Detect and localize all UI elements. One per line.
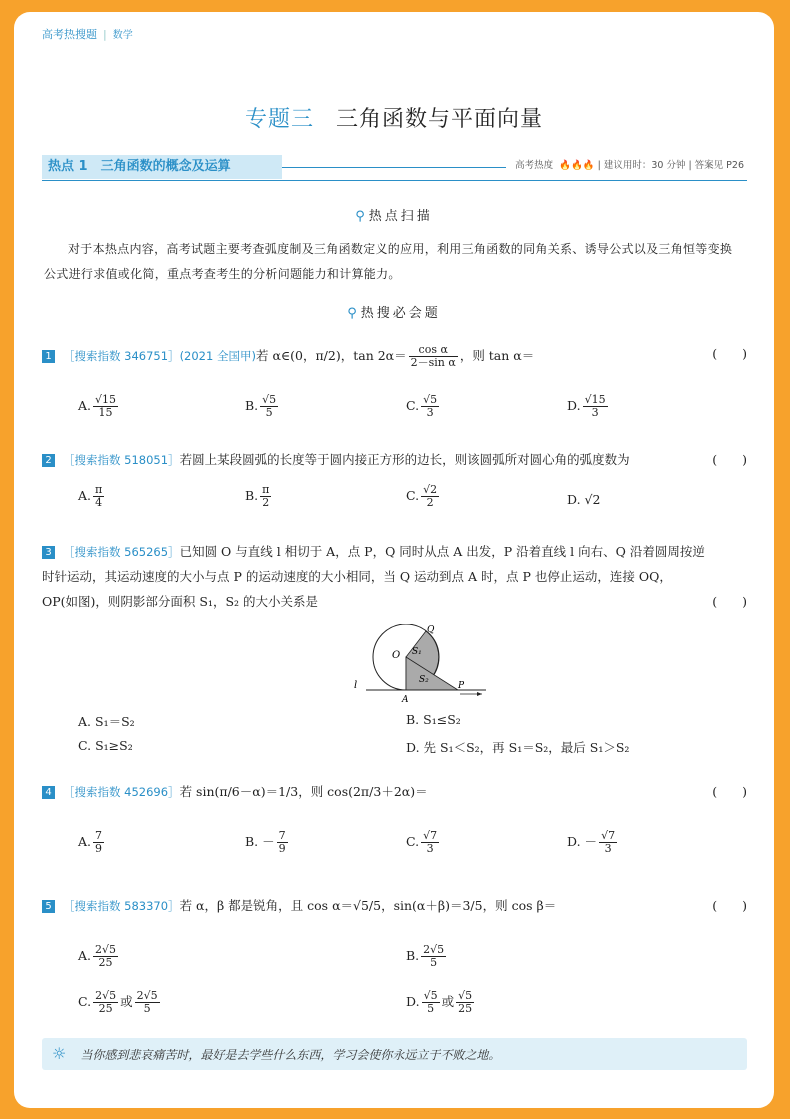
stem: ，tan 2α＝ [340,348,407,363]
question-1 [42,340,747,420]
question-number: 3 [42,546,55,559]
answer-blank: ( ) [712,898,747,913]
stem-interval: (0，π/2) [290,348,341,363]
motto-text: 当你感到悲哀痛苦时，最好是去学些什么东西，学习会使你永远立于不败之地。 [80,1048,501,1062]
answer-blank: ( ) [712,784,747,799]
stem: 若 sin(π/6－α)＝1/3，则 cos(2π/3＋2α)＝ [179,784,428,799]
option-a[interactable]: A. $\frac{\pi}{4}$ [78,483,103,509]
answer-ref: 答案见 P26 [694,160,744,171]
stem: 若 α∈ [255,348,291,363]
search-index: ［搜索指数 518051］ [63,453,180,467]
stem: 已知圆 O 与直线 l 相切于 A，点 P，Q 同时从点 A 出发，P 沿着直线 l 向右、Q 沿着圆周按逆 [179,544,705,559]
option-a[interactable]: A. $\frac{7}{9}$ [78,829,103,855]
option-a[interactable]: A. $\frac{2√5}{25}$ [78,943,117,969]
motto-banner [42,1038,747,1070]
stem: 时针运动，其运动速度的大小与点 P 的运动速度的大小相同，当 Q 运动到点 A 时，点 P 也停止运动，连接 OQ， [42,569,672,584]
question-number: 1 [42,350,55,363]
scan-heading [14,205,774,224]
label-p: P [458,681,465,691]
sun-icon: ☼ [52,1044,67,1063]
option-b[interactable]: B. S₁≤S₂ [406,712,461,727]
search-icon: ⚲ [355,209,365,224]
geometry-figure [352,624,492,704]
stem: ，则 tan α＝ [459,348,535,363]
must-title: 热搜必会题 [360,306,441,321]
question-number: 4 [42,786,55,799]
question-2 [42,448,747,518]
fraction: $\frac{\text{cos α}}{\text{2－sin α}}$ [410,343,456,369]
page-title [14,102,774,133]
question-4 [42,780,747,860]
header [42,26,133,42]
scan-text: 对于本热点内容，高考试题主要考查弧度制及三角函数定义的应用，利用三角函数的同角关系、诱导公式以及三角恒等变换公式进行求值或化简，重点考查考生的分析问题能力和计算能力。 [44,242,733,281]
option-d[interactable]: D. √2 [567,492,601,507]
question-5 [42,894,747,1014]
search-index: ［搜索指数 452696］ [63,785,180,799]
must-heading [14,302,774,321]
option-c[interactable]: C. $\frac{2√5}{25}$ 或 $\frac{2√5}{5}$ [78,989,158,1015]
hotspot-bar [42,155,747,181]
label-o: O [392,650,401,661]
arrow-icon [477,692,482,696]
option-d[interactable]: D. $\frac{√15}{3}$ [567,393,606,419]
question-3 [42,542,747,757]
question-number: 5 [42,900,55,913]
answer-blank: ( ) [712,346,747,361]
option-d[interactable]: D. 先 S₁＜S₂，再 S₁＝S₂，最后 S₁＞S₂ [406,740,630,755]
search-index: ［搜索指数 346751］ [63,349,180,363]
subject: 数学 [112,30,133,41]
answer-blank: ( ) [712,452,747,467]
stem: OP(如图)，则阴影部分面积 S₁，S₂ 的大小关系是 [42,594,319,609]
brand: 高考热搜题 [42,28,97,41]
label-q: Q [427,625,435,635]
label-s2: S₂ [419,675,429,685]
option-b[interactable]: B. $\frac{√5}{5}$ [245,393,277,419]
label-l: l [354,680,358,691]
search-icon: ⚲ [347,306,357,321]
option-b[interactable]: B. － $\frac{7}{9}$ [245,829,286,855]
option-d[interactable]: D. $\frac{√5}{5}$ 或 $\frac{√5}{25}$ [406,989,473,1015]
topic-number: 专题三 [244,107,314,132]
heat-label: 高考热度 [515,160,554,171]
option-c[interactable]: C. S₁≥S₂ [78,738,133,753]
option-c[interactable]: C. $\frac{√2}{2}$ [406,483,438,509]
search-index: ［搜索指数 583370］ [63,899,180,913]
header-separator: | [103,28,107,41]
option-a[interactable]: A. $\frac{√15}{15}$ [78,393,117,419]
source: (2021 全国甲) [179,349,256,363]
topic-name: 三角函数与平面向量 [336,107,544,132]
option-c[interactable]: C. $\frac{√7}{3}$ [406,829,438,855]
option-b[interactable]: B. $\frac{\pi}{2}$ [245,483,270,509]
stem: 若圆上某段圆弧的长度等于圆内接正方形的边长，则该圆弧所对圆心角的弧度数为 [179,452,630,467]
divider [42,180,747,181]
time-hint: 建议用时：30 分钟 [603,160,686,171]
search-index: ［搜索指数 565265］ [63,545,180,559]
answer-blank: ( ) [712,594,747,609]
stem-line [42,592,747,612]
option-a[interactable]: A. S₁＝S₂ [78,714,135,729]
option-d[interactable]: D. － $\frac{√7}{3}$ [567,829,616,855]
hotspot-meta: 高考热度 🔥🔥🔥 | 建议用时：30 分钟 | 答案见 P26 [506,157,747,171]
hotspot-label: 热点 1 三角函数的概念及运算 [42,155,282,179]
scan-title: 热点扫描 [368,209,433,224]
page [14,12,774,1108]
label-a: A [402,695,409,704]
stem: 若 α，β 都是锐角，且 cos α＝√5/5，sin(α＋β)＝3/5，则 cos β＝ [179,898,557,913]
label-s1: S₁ [412,647,422,657]
question-number: 2 [42,454,55,467]
option-c[interactable]: C. $\frac{√5}{3}$ [406,393,438,419]
flame-icon: 🔥🔥🔥 [559,160,595,171]
option-b[interactable]: B. $\frac{2√5}{5}$ [406,943,445,969]
